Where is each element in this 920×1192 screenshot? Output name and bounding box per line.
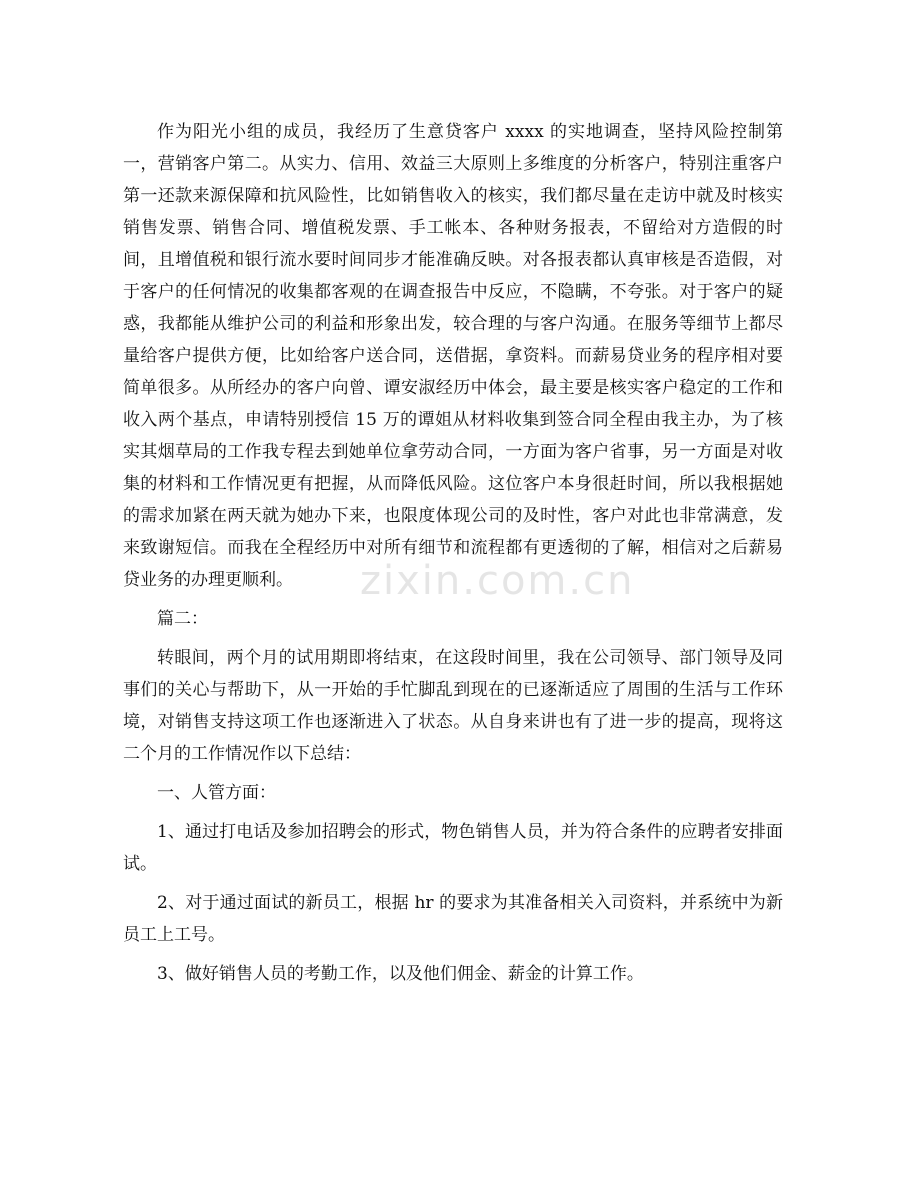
watermark-text: zixin.com.cn [360,558,635,604]
section-heading-personnel: 一、人管方面： [157,783,276,803]
list-item-onboarding: 2、对于通过面试的新员工，根据 hr 的要求为其准备相关入司资料，并系统中为新员工上工号。 [123,893,783,945]
paragraph-probation-summary: 转眼间，两个月的试用期即将结束，在这段时间里，我在公司领导、部门领导及同事们的关心与帮助下，从一开始的手忙脚乱到现在的已逐渐适应了周围的生活与工作环境，对销售支持这项工作也逐渐进入了状态。从自身来讲也有了进一步的提高，现将这二个月的工作情况作以下总结： [123,648,783,764]
paragraph-field-investigation: 作为阳光小组的成员，我经历了生意贷客户 xxxx 的实地调查，坚持风险控制第一，营销客户第二。从实力、信用、效益三大原则上多维度的分析客户，特别注重客户第一还款来源保障和抗风险性，比如销售收入的核实，我们都尽量在走访中就及时核实销售发票、销售合同、增值税发票、手工帐本、各种财务报表，不留给对方造假的时间，且增值税和银行流水要时间同步才能准确反映。对各报表都认真审核是否造假，对于客户的任何情况的收集都客观的在调查报告中反应，不隐瞒，不夸张。对于客户的疑惑，我都能从维护公司的利益和形象出发，较合理的与客户沟通。在服务等细节上都尽量给客户提供方便，比如给客户送合同，送借据，拿资料。而薪易贷业务的程序相对要简单很多。从所经办的客户向曾、谭安淑经历中体会，最主要是核实客户稳定的工作和收入两个基点，申请特别授信 15 万的谭姐从材料收集到签合同全程由我主办，为了核实其烟草局的工作我专程去到她单位拿劳动合同，一方面为客户省事，另一方面是对收集的材料和工作情况更有把握，从而降低风险。这位客户本身很赶时间，所以我根据她的需求加紧在两天就为她办下来，也限度体现公司的及时性，客户对此也非常满意，发来致谢短信。而我在全程经历中对所有细节和流程都有更透彻的了解，相信对之后薪易贷业务的办理更顺利。 [123,122,783,590]
list-item-attendance: 3、做好销售人员的考勤工作，以及他们佣金、薪金的计算工作。 [157,964,644,984]
section-heading-part-two: 篇二： [157,609,208,629]
document-body [123,116,783,990]
list-item-recruiting: 1、通过打电话及参加招聘会的形式，物色销售人员，并为符合条件的应聘者安排面试。 [123,822,783,874]
